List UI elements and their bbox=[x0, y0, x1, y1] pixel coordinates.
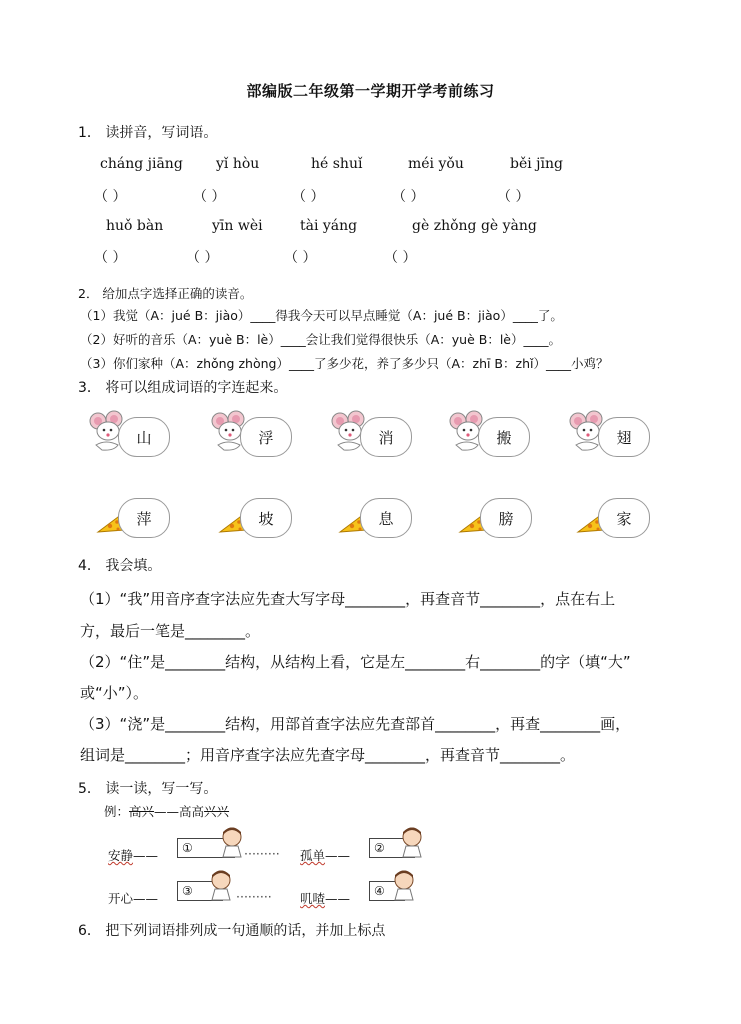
example-dash: —— bbox=[154, 804, 180, 819]
q5-word-4: 叽喳—— bbox=[300, 891, 351, 906]
pinyin-9: gè zhǒng gè yàng bbox=[412, 218, 537, 234]
girl-icon bbox=[398, 825, 428, 861]
answer-blank-1[interactable]: （ ） bbox=[94, 189, 127, 205]
q4-line-2: 方，最后一笔是________。 bbox=[80, 622, 261, 640]
example-prefix: 例： bbox=[104, 804, 130, 819]
q5-word-1: 安静—— bbox=[108, 848, 159, 863]
pinyin-3: hé shuǐ bbox=[311, 156, 363, 172]
pinyin-2: yǐ hòu bbox=[216, 156, 260, 172]
question-6-heading: 6． 把下列词语排列成一句通顺的话，并加上标点 bbox=[78, 923, 386, 939]
q5-word-3: 开心—— bbox=[108, 891, 159, 906]
question-2-heading: 2． 给加点字选择正确的读音。 bbox=[78, 286, 253, 301]
question-3-heading: 3． 将可以组成词语的字连起来。 bbox=[78, 380, 288, 396]
q2-line-1: （1）我觉（A：jué B：jiào）____得我今天可以早点睡觉（A：jué B：jiào）____了。 bbox=[80, 308, 563, 323]
bottom-char-box[interactable]: 息 bbox=[360, 498, 412, 538]
q5-word-2: 孤单—— bbox=[300, 848, 351, 863]
top-char-box[interactable]: 浮 bbox=[240, 417, 292, 457]
q4-line-3: （2）“住”是________结构，从结构上看，它是左________右________的字（填“大” bbox=[80, 653, 631, 671]
girl-icon bbox=[207, 868, 237, 904]
pinyin-5: běi jīng bbox=[510, 156, 563, 172]
pinyin-8: tài yáng bbox=[300, 218, 358, 234]
q2-line-2: （2）好听的音乐（A：yuè B：lè）____会让我们觉得很快乐（A：yuè B：lè）____。 bbox=[80, 332, 562, 347]
answer-blank-4[interactable]: （ ） bbox=[392, 189, 425, 205]
pinyin-6: huǒ bàn bbox=[106, 218, 164, 234]
bottom-char-box[interactable]: 萍 bbox=[118, 498, 170, 538]
answer-blank-6[interactable]: （ ） bbox=[94, 250, 127, 266]
q4-line-5: （3）“浇”是________结构，用部首查字法应先查部首________，再查________画， bbox=[80, 715, 631, 733]
pinyin-7: yīn wèi bbox=[212, 218, 263, 234]
dots-2: ········· bbox=[236, 889, 272, 904]
bottom-char-box[interactable]: 膀 bbox=[480, 498, 532, 538]
q4-line-1: （1）“我”用音序查字法应先查大写字母________，再查音节________，点在右上 bbox=[80, 590, 616, 608]
bottom-char-box[interactable]: 坡 bbox=[240, 498, 292, 538]
q5-example bbox=[104, 802, 229, 820]
q5-answer-box-1[interactable]: ① bbox=[177, 838, 235, 858]
answer-blank-7[interactable]: （ ） bbox=[186, 250, 219, 266]
dots-1: ········· bbox=[244, 846, 280, 861]
answer-blank-5[interactable]: （ ） bbox=[497, 189, 530, 205]
q2-line-3: （3）你们家种（A：zhǒng zhòng）____了多少花，养了多少只（A：zhī B：zhǐ）____小鸡？ bbox=[80, 356, 609, 371]
question-4-heading: 4． 我会填。 bbox=[78, 558, 162, 574]
pinyin-1: cháng jiāng bbox=[100, 156, 183, 172]
q4-line-6: 组词是________；用音序查字法应先查字母________，再查音节________。 bbox=[80, 746, 576, 764]
answer-blank-9[interactable]: （ ） bbox=[384, 250, 417, 266]
example-word: 高兴 bbox=[129, 804, 155, 819]
top-char-box[interactable]: 翅 bbox=[598, 417, 650, 457]
q5-answer-box-4[interactable]: ④ bbox=[369, 881, 405, 901]
q4-line-4: 或“小”）。 bbox=[80, 684, 149, 702]
pinyin-4: méi yǒu bbox=[408, 156, 464, 172]
q5-answer-box-3[interactable]: ③ bbox=[177, 881, 223, 901]
q5-answer-box-2[interactable]: ② bbox=[369, 838, 415, 858]
answer-blank-8[interactable]: （ ） bbox=[284, 250, 317, 266]
question-5-heading: 5． 读一读，写一写。 bbox=[78, 781, 218, 797]
example-result-b: 兴兴 bbox=[204, 804, 230, 819]
question-1-heading: 1． 读拼音，写词语。 bbox=[78, 125, 218, 141]
top-char-box[interactable]: 搬 bbox=[478, 417, 530, 457]
bottom-char-box[interactable]: 家 bbox=[598, 498, 650, 538]
top-char-box[interactable]: 山 bbox=[118, 417, 170, 457]
answer-blank-2[interactable]: （ ） bbox=[193, 189, 226, 205]
answer-blank-3[interactable]: （ ） bbox=[292, 189, 325, 205]
top-char-box[interactable]: 消 bbox=[360, 417, 412, 457]
page-title: 部编版二年级第一学期开学考前练习 bbox=[246, 82, 495, 100]
girl-icon bbox=[390, 868, 420, 904]
example-result-a: 高高 bbox=[179, 804, 205, 819]
